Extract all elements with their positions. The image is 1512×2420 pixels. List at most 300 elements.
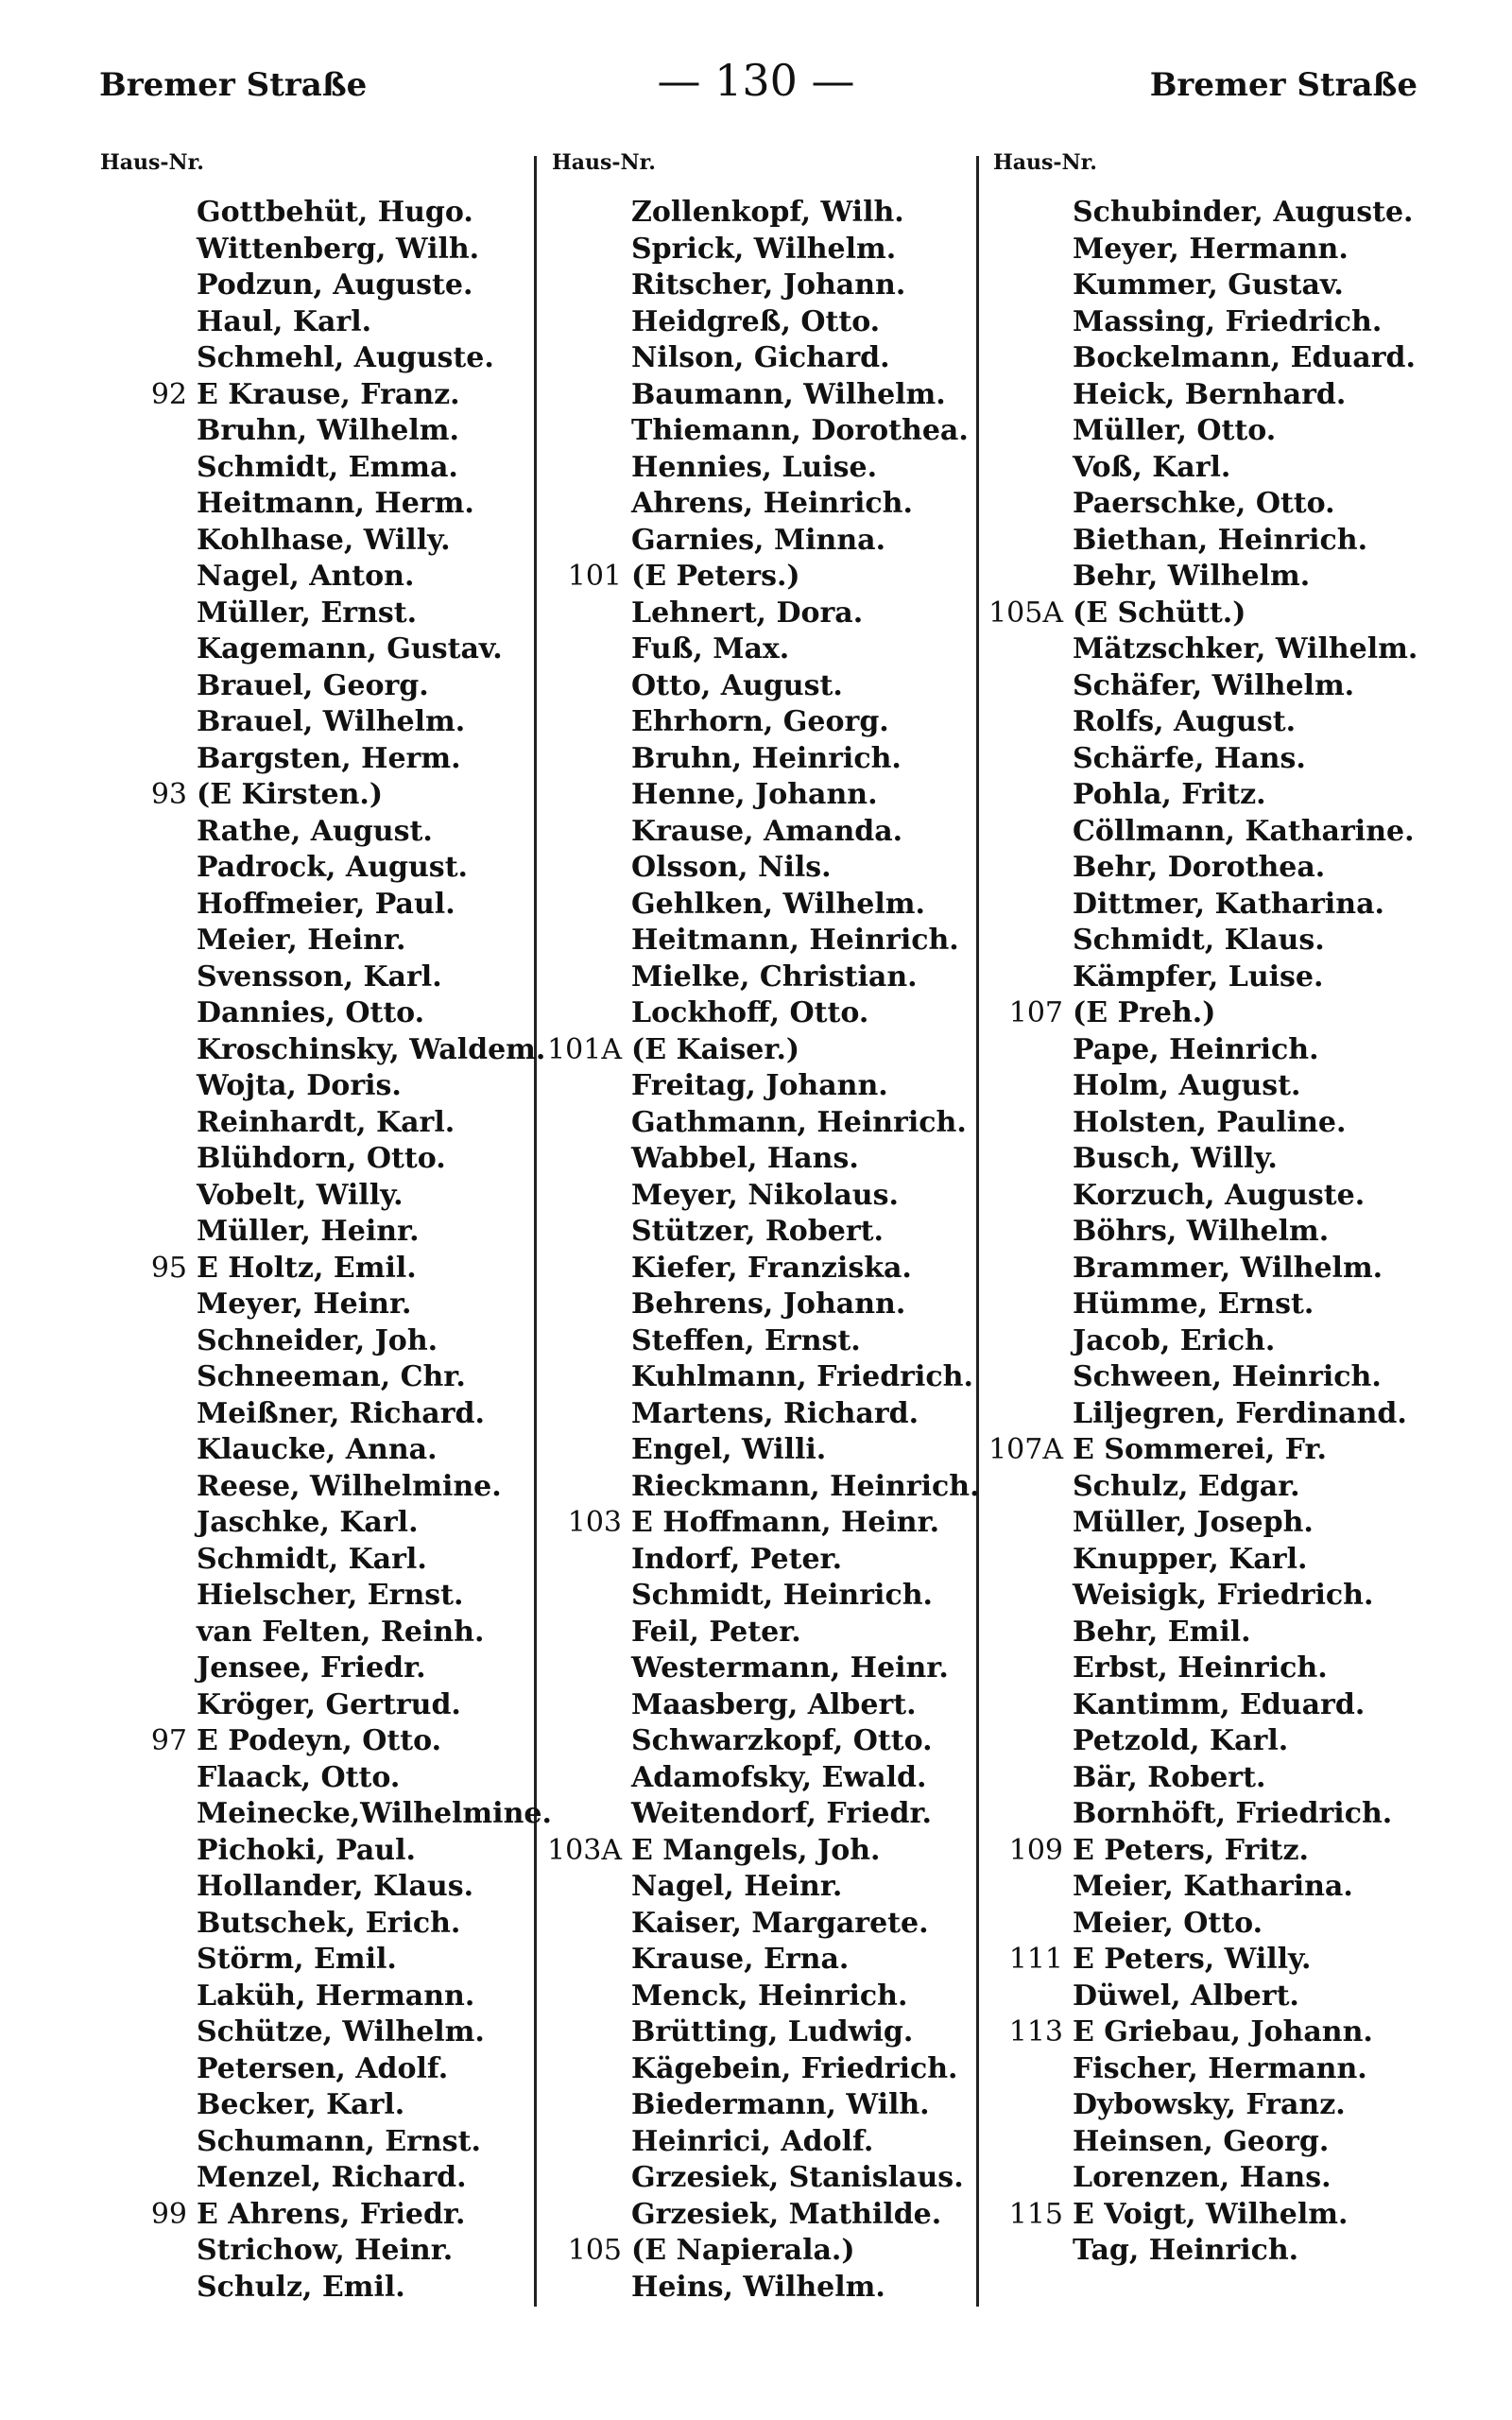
house-number bbox=[546, 1432, 631, 1469]
directory-entry bbox=[94, 304, 567, 341]
resident-name: Grzesiek, Stanislaus. bbox=[631, 2161, 964, 2194]
directory-entry bbox=[94, 631, 567, 668]
resident-name: Schütze, Wilhelm. bbox=[197, 2015, 485, 2048]
resident-name: Weitendorf, Friedr. bbox=[631, 1797, 932, 1830]
directory-entry bbox=[546, 850, 1019, 887]
house-number bbox=[546, 232, 631, 268]
house-number bbox=[94, 814, 197, 851]
resident-name: Dybowsky, Franz. bbox=[1073, 2088, 1346, 2121]
house-number bbox=[546, 1687, 631, 1724]
house-number bbox=[94, 1869, 197, 1906]
house-number bbox=[94, 413, 197, 450]
directory-entry bbox=[94, 850, 567, 887]
resident-name: Behr, Dorothea. bbox=[1073, 851, 1326, 884]
house-number bbox=[988, 486, 1073, 523]
house-number bbox=[546, 377, 631, 414]
directory-entry bbox=[546, 2270, 1019, 2307]
directory-entry bbox=[988, 668, 1460, 705]
resident-name: Strichow, Heinr. bbox=[197, 2234, 454, 2267]
directory-entry bbox=[94, 232, 567, 268]
resident-name: Mätzschker, Wilhelm. bbox=[1073, 632, 1418, 666]
resident-name: Meier, Katharina. bbox=[1073, 1870, 1353, 1903]
resident-name: Gehlken, Wilhelm. bbox=[631, 887, 925, 921]
directory-entry bbox=[546, 923, 1019, 959]
resident-name: Freitag, Johann. bbox=[631, 1069, 888, 1102]
house-number bbox=[988, 1687, 1073, 1724]
house-number bbox=[94, 1323, 197, 1360]
directory-entry bbox=[94, 1396, 567, 1433]
house-number bbox=[988, 377, 1073, 414]
house-number bbox=[546, 1068, 631, 1105]
directory-entry bbox=[94, 2014, 567, 2051]
resident-name: Henne, Johann. bbox=[631, 778, 878, 811]
resident-name: Müller, Heinr. bbox=[197, 1215, 420, 1248]
directory-entry bbox=[94, 1723, 567, 1760]
resident-name: Laküh, Hermann. bbox=[197, 1979, 475, 2013]
house-number bbox=[546, 340, 631, 377]
house-number: 115 bbox=[1008, 2197, 1063, 2231]
directory-entry bbox=[988, 232, 1460, 268]
resident-name: Schmidt, Emma. bbox=[197, 450, 458, 484]
house-number bbox=[988, 777, 1073, 814]
resident-name: Kämpfer, Luise. bbox=[1073, 959, 1324, 994]
directory-entry bbox=[94, 340, 567, 377]
house-number bbox=[94, 850, 197, 887]
house-number bbox=[988, 1651, 1073, 1687]
resident-name: Heitmann, Herm. bbox=[197, 487, 474, 520]
house-number bbox=[988, 959, 1073, 996]
resident-name: Meinecke,Wilhelmine. bbox=[197, 1797, 552, 1830]
resident-name: Heins, Wilhelm. bbox=[631, 2270, 885, 2304]
house-number: 103A bbox=[547, 1833, 622, 1867]
house-number bbox=[988, 1068, 1073, 1105]
house-number bbox=[546, 1578, 631, 1615]
house-number bbox=[94, 2233, 197, 2270]
resident-name: Garnies, Minna. bbox=[631, 523, 886, 557]
house-number: 95 bbox=[150, 1251, 187, 1285]
house-number bbox=[988, 1287, 1073, 1323]
directory-entry bbox=[988, 1760, 1460, 1797]
directory-entry bbox=[546, 413, 1019, 450]
resident-name: Hümme, Ernst. bbox=[1073, 1288, 1314, 1321]
resident-name: Böhrs, Wilhelm. bbox=[1073, 1215, 1330, 1248]
house-number bbox=[546, 1287, 631, 1323]
directory-entry bbox=[94, 704, 567, 741]
house-number bbox=[546, 2270, 631, 2307]
directory-entry bbox=[546, 1651, 1019, 1687]
directory-entry bbox=[94, 1359, 567, 1396]
resident-name: Schumann, Ernst. bbox=[197, 2124, 481, 2158]
directory-entry bbox=[988, 1141, 1460, 1178]
house-number bbox=[94, 1979, 197, 2015]
house-number bbox=[546, 1942, 631, 1979]
directory-entry bbox=[546, 523, 1019, 560]
resident-name: E Krause, Franz. bbox=[197, 377, 460, 411]
resident-name: Liljegren, Ferdinand. bbox=[1073, 1396, 1407, 1430]
house-number bbox=[546, 2160, 631, 2197]
directory-entry bbox=[94, 268, 567, 304]
directory-entry bbox=[546, 195, 1019, 232]
directory-entry bbox=[94, 1869, 567, 1906]
directory-entry bbox=[94, 1251, 567, 1288]
house-number bbox=[546, 596, 631, 632]
directory-entry bbox=[546, 450, 1019, 487]
resident-name: E Mangels, Joh. bbox=[631, 1833, 881, 1867]
directory-entry bbox=[94, 1178, 567, 1215]
directory-entry bbox=[546, 1068, 1019, 1105]
directory-entry bbox=[988, 340, 1460, 377]
house-number bbox=[546, 1979, 631, 2015]
directory-entry bbox=[546, 2197, 1019, 2234]
directory-entry bbox=[988, 1068, 1460, 1105]
resident-name: E Peters, Fritz. bbox=[1073, 1833, 1309, 1867]
resident-name: Schwarzkopf, Otto. bbox=[631, 1724, 933, 1757]
resident-name: Meyer, Nikolaus. bbox=[631, 1178, 899, 1212]
directory-entry bbox=[94, 995, 567, 1032]
house-number bbox=[94, 1359, 197, 1396]
resident-name: Heitmann, Heinrich. bbox=[631, 924, 959, 957]
resident-name: Haul, Karl. bbox=[197, 304, 372, 338]
resident-name: Olsson, Nils. bbox=[631, 851, 832, 884]
resident-name: Sprick, Wilhelm. bbox=[631, 232, 897, 266]
directory-entry bbox=[94, 1287, 567, 1323]
resident-name: Podzun, Auguste. bbox=[197, 268, 473, 302]
resident-name: Svensson, Karl. bbox=[197, 959, 442, 994]
resident-name: (E Peters.) bbox=[631, 560, 800, 593]
resident-name: Gathmann, Heinrich. bbox=[631, 1105, 967, 1139]
house-number bbox=[546, 1469, 631, 1506]
house-number bbox=[988, 1396, 1073, 1433]
resident-name: Jacob, Erich. bbox=[1073, 1323, 1276, 1357]
directory-entry bbox=[988, 1869, 1460, 1906]
directory-entry bbox=[94, 923, 567, 959]
resident-name: Kantimm, Eduard. bbox=[1073, 1687, 1366, 1721]
resident-name: Holm, August. bbox=[1073, 1069, 1301, 1102]
house-number bbox=[94, 923, 197, 959]
resident-name: Meier, Heinr. bbox=[197, 924, 406, 957]
directory-entry bbox=[94, 1942, 567, 1979]
directory-entry bbox=[94, 887, 567, 924]
directory-entry bbox=[988, 1505, 1460, 1542]
resident-name: Lorenzen, Hans. bbox=[1073, 2161, 1332, 2194]
directory-entry bbox=[546, 887, 1019, 924]
directory-entry bbox=[546, 704, 1019, 741]
resident-name: Brauel, Georg. bbox=[197, 668, 429, 702]
directory-entry bbox=[988, 486, 1460, 523]
house-number bbox=[546, 268, 631, 304]
resident-name: Kuhlmann, Friedrich. bbox=[631, 1360, 973, 1393]
directory-entry bbox=[546, 1359, 1019, 1396]
directory-entry bbox=[988, 596, 1460, 632]
resident-name: Lockhoff, Otto. bbox=[631, 996, 869, 1029]
resident-name: Feil, Peter. bbox=[631, 1615, 801, 1649]
directory-entry bbox=[988, 777, 1460, 814]
directory-entry bbox=[94, 1615, 567, 1651]
house-number bbox=[94, 2051, 197, 2088]
house-number bbox=[546, 923, 631, 959]
resident-name: Stützer, Robert. bbox=[631, 1215, 884, 1248]
directory-entry bbox=[94, 1141, 567, 1178]
house-number bbox=[546, 959, 631, 996]
directory-entry bbox=[94, 195, 567, 232]
resident-name: Brauel, Wilhelm. bbox=[197, 705, 466, 738]
house-number bbox=[546, 523, 631, 560]
directory-entry bbox=[94, 1323, 567, 1360]
resident-name: Schneeman, Chr. bbox=[197, 1360, 466, 1393]
house-number bbox=[94, 1505, 197, 1542]
directory-entry bbox=[988, 2197, 1460, 2234]
resident-name: Kaiser, Margarete. bbox=[631, 1906, 929, 1940]
directory-entry bbox=[988, 1032, 1460, 1069]
house-number bbox=[988, 1796, 1073, 1833]
house-number bbox=[546, 850, 631, 887]
resident-name: Bär, Robert. bbox=[1073, 1760, 1266, 1794]
house-number bbox=[988, 559, 1073, 596]
directory-entry bbox=[546, 1141, 1019, 1178]
directory-entry bbox=[94, 1505, 567, 1542]
directory-entry bbox=[546, 2233, 1019, 2270]
resident-name: Becker, Karl. bbox=[197, 2088, 405, 2121]
house-number bbox=[988, 1615, 1073, 1651]
directory-entry bbox=[94, 1542, 567, 1579]
resident-name: Cöllmann, Katharine. bbox=[1073, 814, 1415, 848]
house-number bbox=[988, 1723, 1073, 1760]
resident-name: Menck, Heinrich. bbox=[631, 1979, 908, 2013]
resident-name: Krause, Erna. bbox=[631, 1943, 850, 1976]
resident-name: Kagemann, Gustav. bbox=[197, 632, 503, 666]
house-number bbox=[94, 2270, 197, 2307]
directory-entry bbox=[988, 1906, 1460, 1943]
house-number bbox=[546, 2014, 631, 2051]
directory-entry bbox=[988, 1396, 1460, 1433]
directory-entry bbox=[546, 340, 1019, 377]
resident-name: E Podeyn, Otto. bbox=[197, 1724, 442, 1757]
house-number bbox=[988, 195, 1073, 232]
resident-name: Schmehl, Auguste. bbox=[197, 341, 494, 374]
house-number bbox=[94, 2160, 197, 2197]
resident-name: Zollenkopf, Wilh. bbox=[631, 196, 904, 229]
house-number bbox=[546, 2197, 631, 2234]
house-number: 107A bbox=[988, 1433, 1063, 1466]
resident-name: Krause, Amanda. bbox=[631, 814, 903, 848]
directory-entry bbox=[94, 523, 567, 560]
directory-entry bbox=[988, 450, 1460, 487]
directory-entry bbox=[546, 1723, 1019, 1760]
directory-entry bbox=[546, 668, 1019, 705]
page-number: — 130 — bbox=[657, 55, 855, 106]
directory-entry bbox=[546, 1796, 1019, 1833]
house-number bbox=[94, 1906, 197, 1943]
house-number bbox=[94, 559, 197, 596]
directory-entry bbox=[94, 741, 567, 778]
house-number: 101A bbox=[547, 1032, 622, 1066]
directory-entry bbox=[94, 1105, 567, 1142]
directory-entry bbox=[988, 923, 1460, 959]
resident-name: Bockelmann, Eduard. bbox=[1073, 341, 1416, 374]
directory-entry bbox=[988, 2160, 1460, 2197]
house-number bbox=[546, 1796, 631, 1833]
resident-name: Kägebein, Friedrich. bbox=[631, 2051, 958, 2085]
resident-name: Padrock, August. bbox=[197, 851, 468, 884]
house-number bbox=[546, 413, 631, 450]
house-number bbox=[988, 741, 1073, 778]
resident-name: Meißner, Richard. bbox=[197, 1396, 485, 1430]
directory-entry bbox=[546, 1979, 1019, 2015]
house-number bbox=[988, 850, 1073, 887]
resident-name: Müller, Joseph. bbox=[1073, 1506, 1314, 1539]
house-number bbox=[546, 704, 631, 741]
house-number bbox=[988, 2160, 1073, 2197]
house-number: 105 bbox=[567, 2234, 622, 2267]
house-number bbox=[546, 1869, 631, 1906]
resident-name: Dittmer, Katharina. bbox=[1073, 887, 1384, 921]
resident-name: E Holtz, Emil. bbox=[197, 1251, 417, 1285]
directory-entry bbox=[988, 1578, 1460, 1615]
house-number bbox=[988, 1869, 1073, 1906]
directory-entry bbox=[988, 995, 1460, 1032]
house-number bbox=[988, 2051, 1073, 2088]
directory-entry bbox=[988, 2014, 1460, 2051]
house-number bbox=[988, 923, 1073, 959]
house-number bbox=[546, 1359, 631, 1396]
directory-entry bbox=[546, 1432, 1019, 1469]
house-number bbox=[546, 1323, 631, 1360]
house-number bbox=[94, 1651, 197, 1687]
directory-entry bbox=[988, 195, 1460, 232]
resident-name: Kiefer, Franziska. bbox=[631, 1251, 912, 1285]
house-number bbox=[94, 232, 197, 268]
house-number bbox=[546, 1105, 631, 1142]
resident-name: Biedermann, Wilh. bbox=[631, 2088, 930, 2121]
house-number bbox=[546, 1615, 631, 1651]
house-number bbox=[94, 596, 197, 632]
house-number bbox=[988, 1323, 1073, 1360]
house-number bbox=[94, 1542, 197, 1579]
directory-entry bbox=[546, 1396, 1019, 1433]
house-number bbox=[546, 2051, 631, 2088]
resident-name: (E Schütt.) bbox=[1073, 596, 1246, 630]
resident-name: Schärfe, Hans. bbox=[1073, 741, 1306, 775]
directory-entry bbox=[94, 486, 567, 523]
resident-name: Lehnert, Dora. bbox=[631, 596, 864, 630]
resident-name: Kröger, Gertrud. bbox=[197, 1687, 461, 1721]
resident-name: Heidgreß, Otto. bbox=[631, 304, 881, 338]
directory-entry bbox=[988, 1796, 1460, 1833]
house-number: 103 bbox=[567, 1506, 622, 1539]
directory-entry bbox=[94, 2233, 567, 2270]
directory-entry bbox=[546, 959, 1019, 996]
resident-name: Heinrici, Adolf. bbox=[631, 2124, 874, 2158]
house-number bbox=[546, 1542, 631, 1579]
directory-entry bbox=[546, 2087, 1019, 2124]
house-number: 92 bbox=[150, 377, 187, 411]
directory-entry bbox=[546, 486, 1019, 523]
house-number bbox=[94, 304, 197, 341]
resident-name: Jaschke, Karl. bbox=[197, 1506, 419, 1539]
house-number bbox=[988, 668, 1073, 705]
directory-entry bbox=[988, 1359, 1460, 1396]
resident-name: Dannies, Otto. bbox=[197, 996, 425, 1029]
house-number bbox=[94, 1032, 197, 1069]
directory-entry bbox=[94, 559, 567, 596]
resident-name: (E Preh.) bbox=[1073, 996, 1216, 1029]
house-number bbox=[94, 2014, 197, 2051]
house-number bbox=[94, 668, 197, 705]
resident-name: Knupper, Karl. bbox=[1073, 1542, 1308, 1576]
resident-name: Reinhardt, Karl. bbox=[197, 1105, 455, 1139]
directory-entry bbox=[988, 631, 1460, 668]
house-number bbox=[988, 1469, 1073, 1506]
resident-name: Meyer, Heinr. bbox=[197, 1288, 412, 1321]
directory-entry bbox=[988, 1942, 1460, 1979]
resident-name: Pape, Heinrich. bbox=[1073, 1032, 1319, 1066]
resident-name: Düwel, Albert. bbox=[1073, 1979, 1299, 2013]
house-number bbox=[546, 1723, 631, 1760]
directory-entry bbox=[94, 450, 567, 487]
resident-name: Schneider, Joh. bbox=[197, 1323, 438, 1357]
directory-entry bbox=[94, 1214, 567, 1251]
house-number bbox=[94, 2124, 197, 2161]
house-number bbox=[546, 1760, 631, 1797]
resident-name: Bargsten, Herm. bbox=[197, 741, 461, 775]
directory-column-3 bbox=[988, 149, 1460, 2270]
directory-entry bbox=[546, 1505, 1019, 1542]
directory-entry bbox=[94, 1469, 567, 1506]
directory-entry bbox=[988, 1178, 1460, 1215]
resident-name: Nilson, Gichard. bbox=[631, 341, 890, 374]
resident-name: Wittenberg, Wilh. bbox=[197, 232, 480, 266]
resident-name: Ahrens, Heinrich. bbox=[631, 487, 913, 520]
directory-entry bbox=[988, 1323, 1460, 1360]
resident-name: Voß, Karl. bbox=[1073, 450, 1231, 484]
resident-name: Brütting, Ludwig. bbox=[631, 2015, 914, 2048]
directory-entry bbox=[988, 523, 1460, 560]
house-number: 93 bbox=[150, 778, 187, 811]
directory-entry bbox=[546, 2051, 1019, 2088]
house-number bbox=[546, 777, 631, 814]
directory-entry bbox=[546, 1178, 1019, 1215]
directory-entry bbox=[546, 1032, 1019, 1069]
directory-entry bbox=[94, 1432, 567, 1469]
directory-entry bbox=[546, 1869, 1019, 1906]
directory-entry bbox=[94, 1578, 567, 1615]
resident-name: E Hoffmann, Heinr. bbox=[631, 1506, 940, 1539]
directory-entry bbox=[988, 704, 1460, 741]
house-number bbox=[94, 1469, 197, 1506]
resident-name: Thiemann, Dorothea. bbox=[631, 414, 969, 447]
house-number bbox=[546, 1396, 631, 1433]
directory-entry bbox=[988, 1651, 1460, 1687]
house-number bbox=[94, 1432, 197, 1469]
directory-entry bbox=[94, 1979, 567, 2015]
directory-entry bbox=[546, 2124, 1019, 2161]
resident-name: (E Kirsten.) bbox=[197, 778, 384, 811]
directory-entry bbox=[988, 1105, 1460, 1142]
resident-name: Holsten, Pauline. bbox=[1073, 1105, 1347, 1139]
directory-entry bbox=[988, 2233, 1460, 2270]
directory-entry bbox=[988, 2087, 1460, 2124]
resident-name: (E Kaiser.) bbox=[631, 1032, 800, 1066]
directory-column-2 bbox=[546, 149, 1019, 2306]
directory-entry bbox=[94, 1833, 567, 1870]
house-number bbox=[94, 995, 197, 1032]
directory-entry bbox=[988, 304, 1460, 341]
directory-entry bbox=[546, 1615, 1019, 1651]
resident-name: Behrens, Johann. bbox=[631, 1288, 906, 1321]
directory-entry bbox=[546, 1469, 1019, 1506]
resident-name: Menzel, Richard. bbox=[197, 2161, 467, 2194]
house-number bbox=[988, 268, 1073, 304]
